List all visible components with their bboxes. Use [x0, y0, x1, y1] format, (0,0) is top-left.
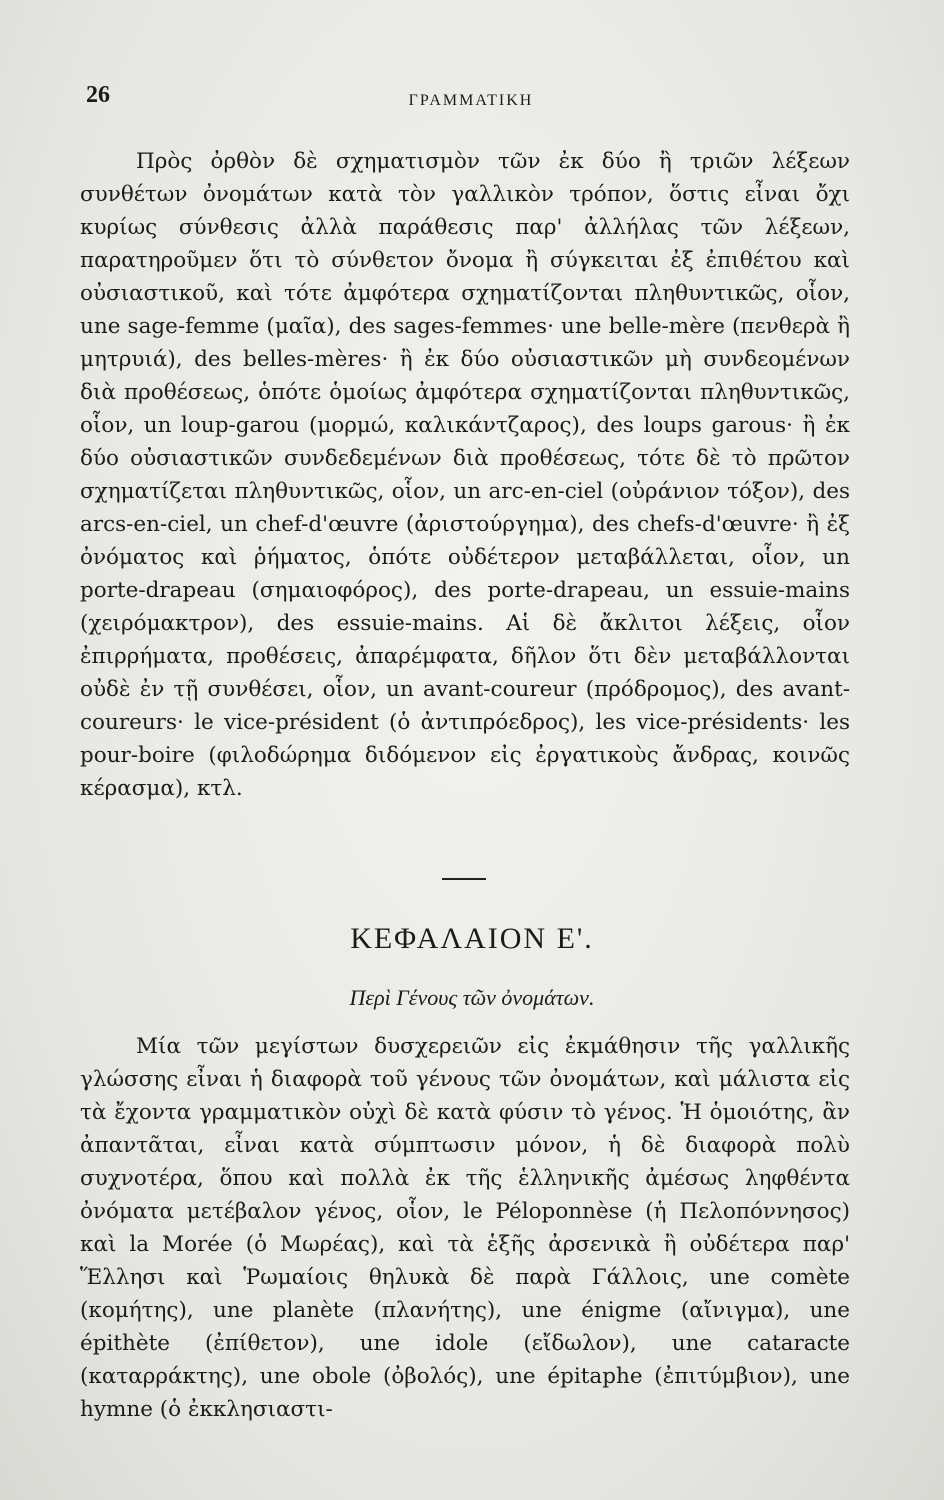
- section-divider: [442, 878, 486, 880]
- page-number: 26: [86, 82, 110, 108]
- paragraph-compound-nouns: [80, 145, 850, 805]
- paragraph-noun-gender: [80, 1030, 850, 1426]
- paragraph-text: Μία τῶν μεγίστων δυσχερειῶν εἰς ἐκμάθησιν τῆς γαλλικῆς γλώσσης εἶναι ἡ διαφορὰ τοῦ γένους τῶν ὀνομάτων, καὶ μάλιστα εἰς τὰ ἔχοντα γραμματικὸν οὐχὶ δὲ κατὰ φύσιν τὸ γένος. Ἡ ὁμοιότης, ἂν ἀπαντᾶται, εἶναι κατὰ σύμπτωσιν μόνον, ἡ δὲ διαφορὰ πολὺ συχνοτέρα, ὅπου καὶ πολλὰ ἐκ τῆς ἑλληνικῆς ἀμέσως ληφθέντα ὀνόματα μετέβαλον γένος, οἷον, le Péloponnèse (ἡ Πελοπόννησος) καὶ la Morée (ὁ Μωρέας), καὶ τὰ ἑξῆς ἀρσενικὰ ἢ οὐδέτερα παρ' Ἕλλησι καὶ Ῥωμαίοις θηλυκὰ δὲ παρὰ Γάλλοις, une comète (κομήτης), une planète (πλανήτης), une énigme (αἴνιγμα), une épithète (ἐπίθετον), une idole (εἴδωλον), une cataracte (καταρράκτης), une obole (ὀβολός), une épitaphe (ἐπιτύμβιον), une hymne (ὁ ἐκκλησιαστι-: [80, 1034, 850, 1422]
- paragraph-text: Πρὸς ὀρθὸν δὲ σχηματισμὸν τῶν ἐκ δύο ἢ τριῶν λέξεων συνθέτων ὀνομάτων κατὰ τὸν γαλλικὸν τρόπον, ὅστις εἶναι ὄχι κυρίως σύνθεσις ἀλλὰ παράθεσις παρ' ἀλλήλας τῶν λέξεων, παρατηροῦμεν ὅτι τὸ σύνθετον ὄνομα ἢ σύγκειται ἐξ ἐπιθέτου καὶ οὐσιαστικοῦ, καὶ τότε ἀμφότερα σχηματίζονται πληθυντικῶς, οἷον, une sage-femme (μαῖα), des sages-femmes· une belle-mère (πενθερὰ ἢ μητρυιά), des belles-mères· ἢ ἐκ δύο οὐσιαστικῶν μὴ συνδεομένων διὰ προθέσεως, ὁπότε ὁμοίως ἀμφότερα σχηματίζονται πληθυντικῶς, οἷον, un loup-garou (μορμώ, καλικάντζαρος), des loups garous· ἢ ἐκ δύο οὐσιαστικῶν συνδεδεμένων διὰ προθέσεως, τότε δὲ τὸ πρῶτον σχηματίζεται πληθυντικῶς, οἷον, un arc-en-ciel (οὐράνιον τόξον), des arcs-en-ciel, un chef-d'œuvre (ἀριστούργημα), des chefs-d'œuvre· ἢ ἐξ ὀνόματος καὶ ῥήματος, ὁπότε οὐδέτερον μεταβάλλεται, οἷον, un porte-drapeau (σημαιοφόρος), des porte-drapeau, un essuie-mains (χειρόμακτρον), des essuie-mains. Αἱ δὲ ἄκλιτοι λέξεις, οἷον ἐπιρρήματα, προθέσεις, ἀπαρέμφατα, δῆλον ὅτι δὲν μεταβάλλονται οὐδὲ ἐν τῇ συνθέσει, οἷον, un avant-coureur (πρόδρομος), des avant-coureurs· le vice-président (ὁ ἀντιπρόεδρος), les vice-présidents· les pour-boire (φιλοδώρημα διδόμενον εἰς ἐργατικοὺς ἄνδρας, κοινῶς κέρασμα), κτλ.: [80, 149, 850, 801]
- running-head: ΓΡΑΜΜΑΤΙΚΗ: [408, 92, 534, 109]
- chapter-title: ΚΕΦΑΛΑΙΟΝ Ε'.: [350, 922, 594, 955]
- page-header: [86, 82, 856, 122]
- chapter-subtitle: Περὶ Γένους τῶν ὀνομάτων.: [349, 985, 595, 1010]
